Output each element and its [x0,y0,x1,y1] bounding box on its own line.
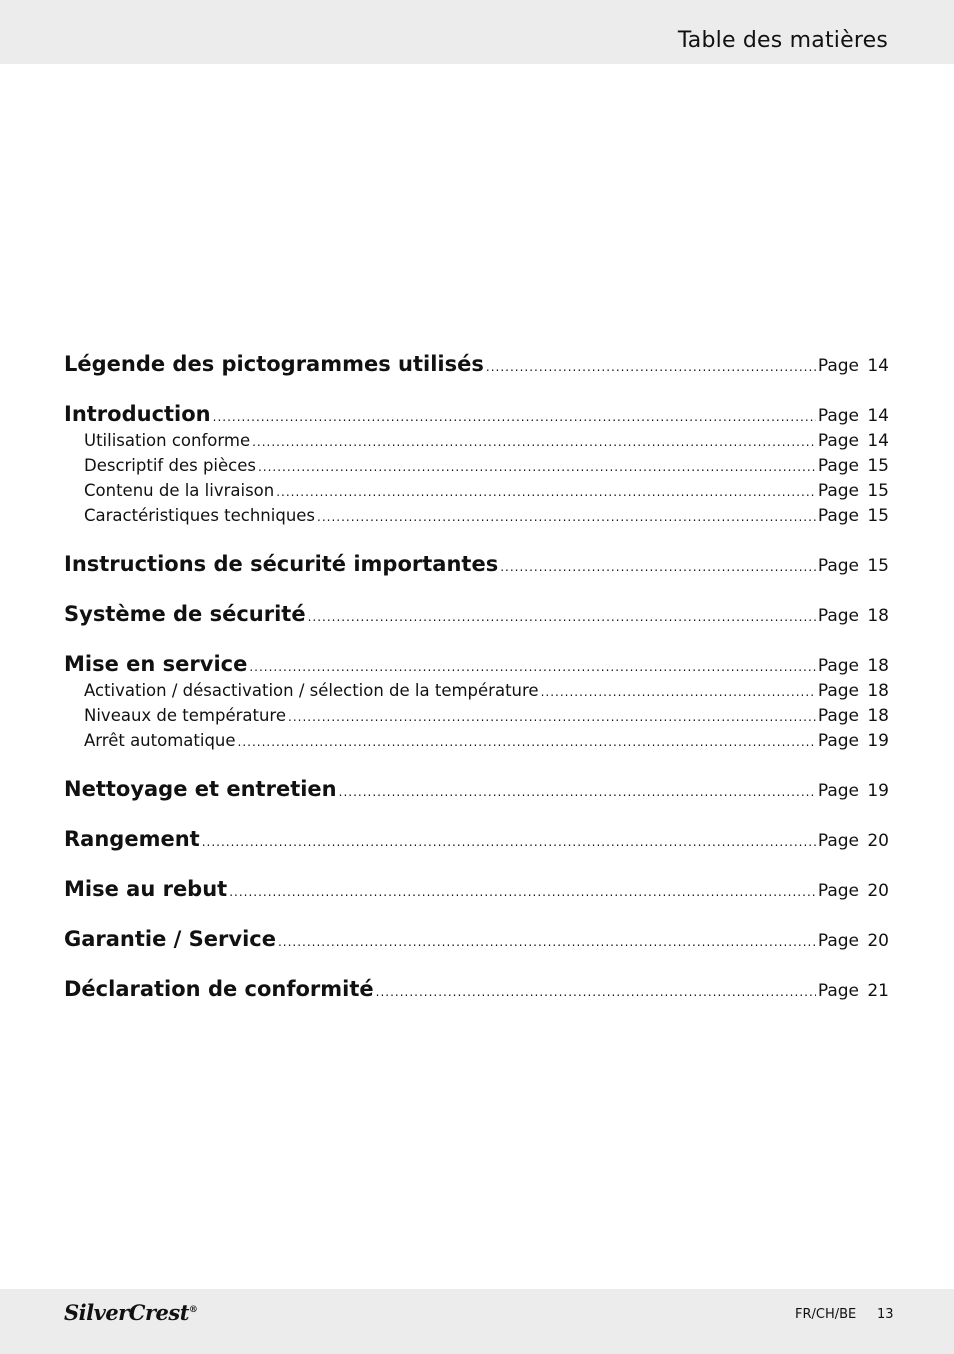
dot-leader [213,410,816,424]
toc-entry-page: Page 20 [817,881,889,901]
toc-entry-label: Mise au rebut [64,877,228,901]
toc-subentry[interactable] [64,706,889,726]
toc-entry[interactable] [64,977,889,1001]
toc-entry[interactable] [64,552,889,576]
toc-subentry[interactable] [64,481,889,501]
toc-subentry-label: Niveaux de température [84,706,287,725]
toc-subentry[interactable] [64,731,889,751]
toc-entry-page: Page 18 [817,706,889,726]
toc-entry-page: Page 19 [817,731,889,751]
toc-entry[interactable] [64,652,889,676]
toc-entry-page: Page 14 [817,356,889,376]
toc-entry-page: Page 18 [817,656,889,676]
dot-leader [317,510,816,524]
dot-leader [238,735,816,749]
toc-entry-page: Page 20 [817,831,889,851]
toc-entry-label: Nettoyage et entretien [64,777,337,801]
dot-leader [308,610,816,624]
dot-leader [500,560,816,574]
toc-entry-label: Système de sécurité [64,602,306,626]
dot-leader [288,710,816,724]
toc-entry[interactable] [64,352,889,376]
dot-leader [376,985,816,999]
dot-leader [258,460,816,474]
toc-entry-page: Page 15 [817,556,889,576]
page-title: Table des matières [677,28,888,53]
toc-subentry[interactable] [64,681,889,701]
dot-leader [249,660,816,674]
toc-subentry-label: Descriptif des pièces [84,456,256,475]
dot-leader [339,785,816,799]
toc-entry-page: Page 15 [817,481,889,501]
toc-entry-label: Rangement [64,827,200,851]
toc-entry[interactable] [64,927,889,951]
toc-subentry-label: Utilisation conforme [84,431,251,450]
toc-subentry[interactable] [64,506,889,526]
toc-entry-label: Légende des pictogrammes utilisés [64,352,484,376]
toc-subentry[interactable] [64,456,889,476]
toc-entry-label: Mise en service [64,652,248,676]
toc-entry-page: Page 20 [817,931,889,951]
toc-entry[interactable] [64,602,889,626]
toc-subentry[interactable] [64,431,889,451]
toc-subentry-label: Caractéristiques techniques [84,506,316,525]
toc-entry-page: Page 18 [817,606,889,626]
toc-entry[interactable] [64,827,889,851]
dot-leader [541,685,816,699]
dot-leader [276,485,816,499]
toc-entry-label: Introduction [64,402,211,426]
brand-logo: SilverCrest® [64,1300,198,1325]
toc-entry-page: Page 14 [817,406,889,426]
toc-entry-page: Page 15 [817,456,889,476]
toc-entry-page: Page 15 [817,506,889,526]
toc-entry[interactable] [64,877,889,901]
toc-entry[interactable] [64,777,889,801]
toc-entry-label: Garantie / Service [64,927,276,951]
dot-leader [202,835,816,849]
page-number: 13 [877,1307,894,1322]
toc-entry-page: Page 14 [817,431,889,451]
dot-leader [278,935,816,949]
toc-subentry-label: Activation / désactivation / sélection de la température [84,681,539,700]
dot-leader [229,885,816,899]
toc-entry-label: Instructions de sécurité importantes [64,552,499,576]
dot-leader [486,360,816,374]
toc-subentry-label: Contenu de la livraison [84,481,275,500]
language-codes: FR/CH/BE [795,1307,857,1322]
toc-entry-label: Déclaration de conformité [64,977,374,1001]
dot-leader [252,435,816,449]
toc-entry[interactable] [64,402,889,426]
toc-entry-page: Page 18 [817,681,889,701]
toc-subentry-label: Arrêt automatique [84,731,236,750]
toc-entry-page: Page 21 [817,981,889,1001]
toc-entry-page: Page 19 [817,781,889,801]
